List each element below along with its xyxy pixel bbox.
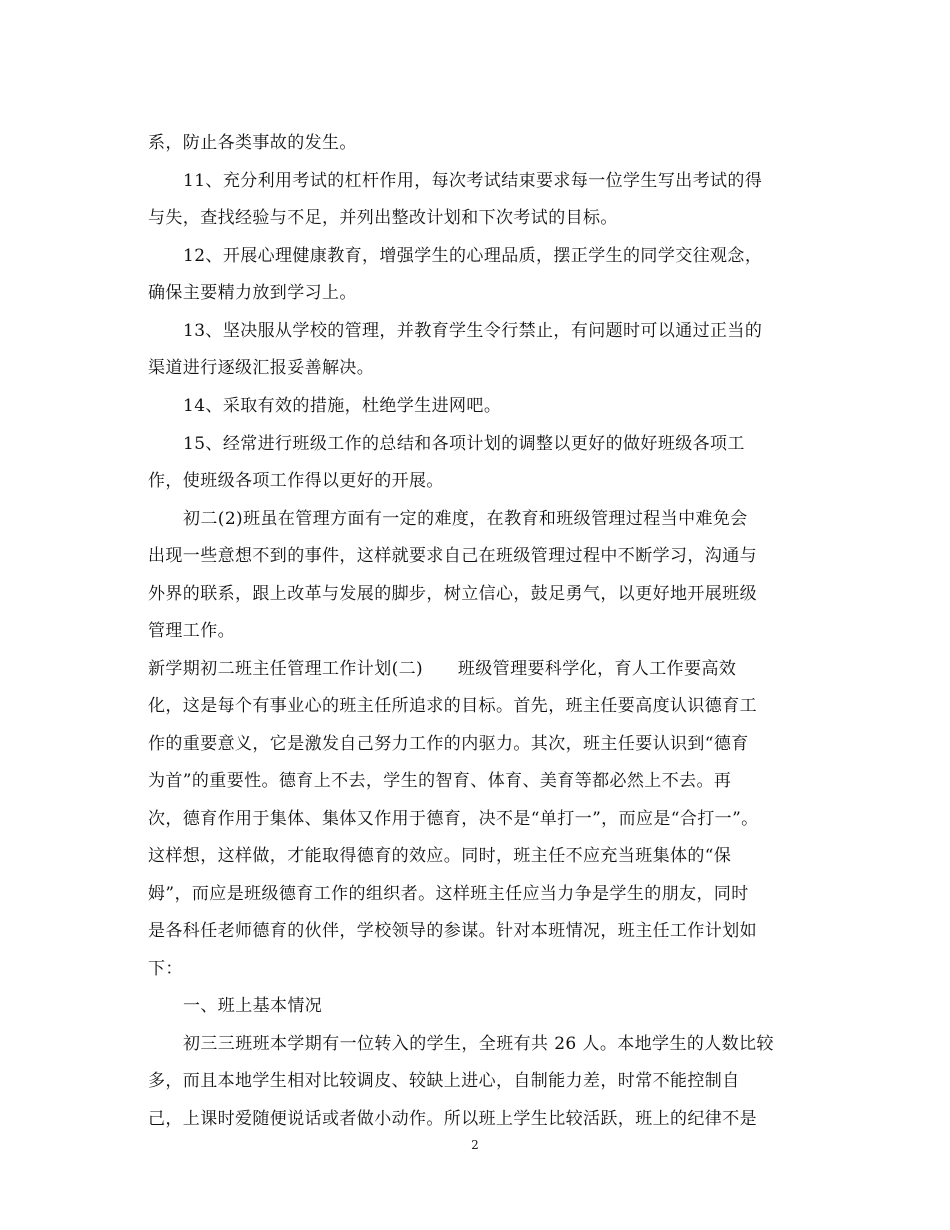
- text-line: 是各科任老师德育的伙伴，学校领导的参谋。针对本班情况，班主任工作计划如: [148, 921, 757, 941]
- text-line: 12、开展心理健康教育，增强学生的心理品质，摆正学生的同学交往观念，: [183, 246, 763, 266]
- text-line: 出现一些意想不到的事件，这样就要求自己在班级管理过程中不断学习，沟通与: [148, 546, 757, 566]
- text-line: 与失，查找经验与不足，并列出整改计划和下次考试的目标。: [148, 208, 618, 228]
- text-line: 11、充分利用考试的杠杆作用，每次考试结束要求每一位学生写出考试的得: [183, 171, 763, 191]
- text-line: 己，上课时爱随便说话或者做小动作。所以班上学生比较活跃，班上的纪律不是: [148, 1109, 757, 1129]
- text-line: 作，使班级各项工作得以更好的开展。: [148, 471, 444, 491]
- text-line: 新学期初二班主任管理工作计划(二) 班级管理要科学化，育人工作要高效: [148, 659, 737, 679]
- text-line: 管理工作。: [148, 621, 235, 641]
- text-line: 化，这是每个有事业心的班主任所追求的目标。首先，班主任要高度认识德育工: [148, 696, 757, 716]
- text-line: 姆”，而应是班级德育工作的组织者。这样班主任应当力争是学生的朋友，同时: [148, 884, 749, 904]
- text-line: 为首”的重要性。德育上不去，学生的智育、体育、美育等都必然上不去。再: [148, 771, 732, 791]
- text-line: 多，而且本地学生相对比较调皮、较缺上进心，自制能力差，时常不能控制自: [148, 1071, 740, 1091]
- text-line: 13、坚决服从学校的管理，并教育学生令行禁止，有问题时可以通过正当的: [183, 321, 763, 341]
- text-line: 作的重要意义，它是激发自己努力工作的内驱力。其次，班主任要认识到“德育: [148, 734, 749, 754]
- text-line: 渠道进行逐级汇报妥善解决。: [148, 358, 375, 378]
- text-line: 初二(2)班虽在管理方面有一定的难度，在教育和班级管理过程当中难免会: [183, 509, 748, 529]
- text-line: 14、采取有效的措施，杜绝学生进网吧。: [183, 396, 502, 416]
- text-line: 下：: [148, 959, 183, 979]
- text-line: 系，防止各类事故的发生。: [148, 133, 357, 153]
- section-heading: 一、班上基本情况: [183, 996, 323, 1016]
- text-line: 确保主要精力放到学习上。: [148, 283, 357, 303]
- page-number: 2: [471, 1138, 479, 1152]
- text-line: 15、经常进行班级工作的总结和各项计划的调整以更好的做好班级各项工: [183, 434, 745, 454]
- text-line: 次，德育作用于集体、集体又作用于德育，决不是“单打一”，而应是“合打一”。: [148, 809, 759, 829]
- text-line: 初三三班班本学期有一位转入的学生，全班有共 26 人。本地学生的人数比较: [183, 1034, 774, 1054]
- text-line: 这样想，这样做，才能取得德育的效应。同时，班主任不应充当班集体的“保: [148, 846, 732, 866]
- text-line: 外界的联系，跟上改革与发展的脚步，树立信心，鼓足勇气，以更好地开展班级: [148, 584, 757, 604]
